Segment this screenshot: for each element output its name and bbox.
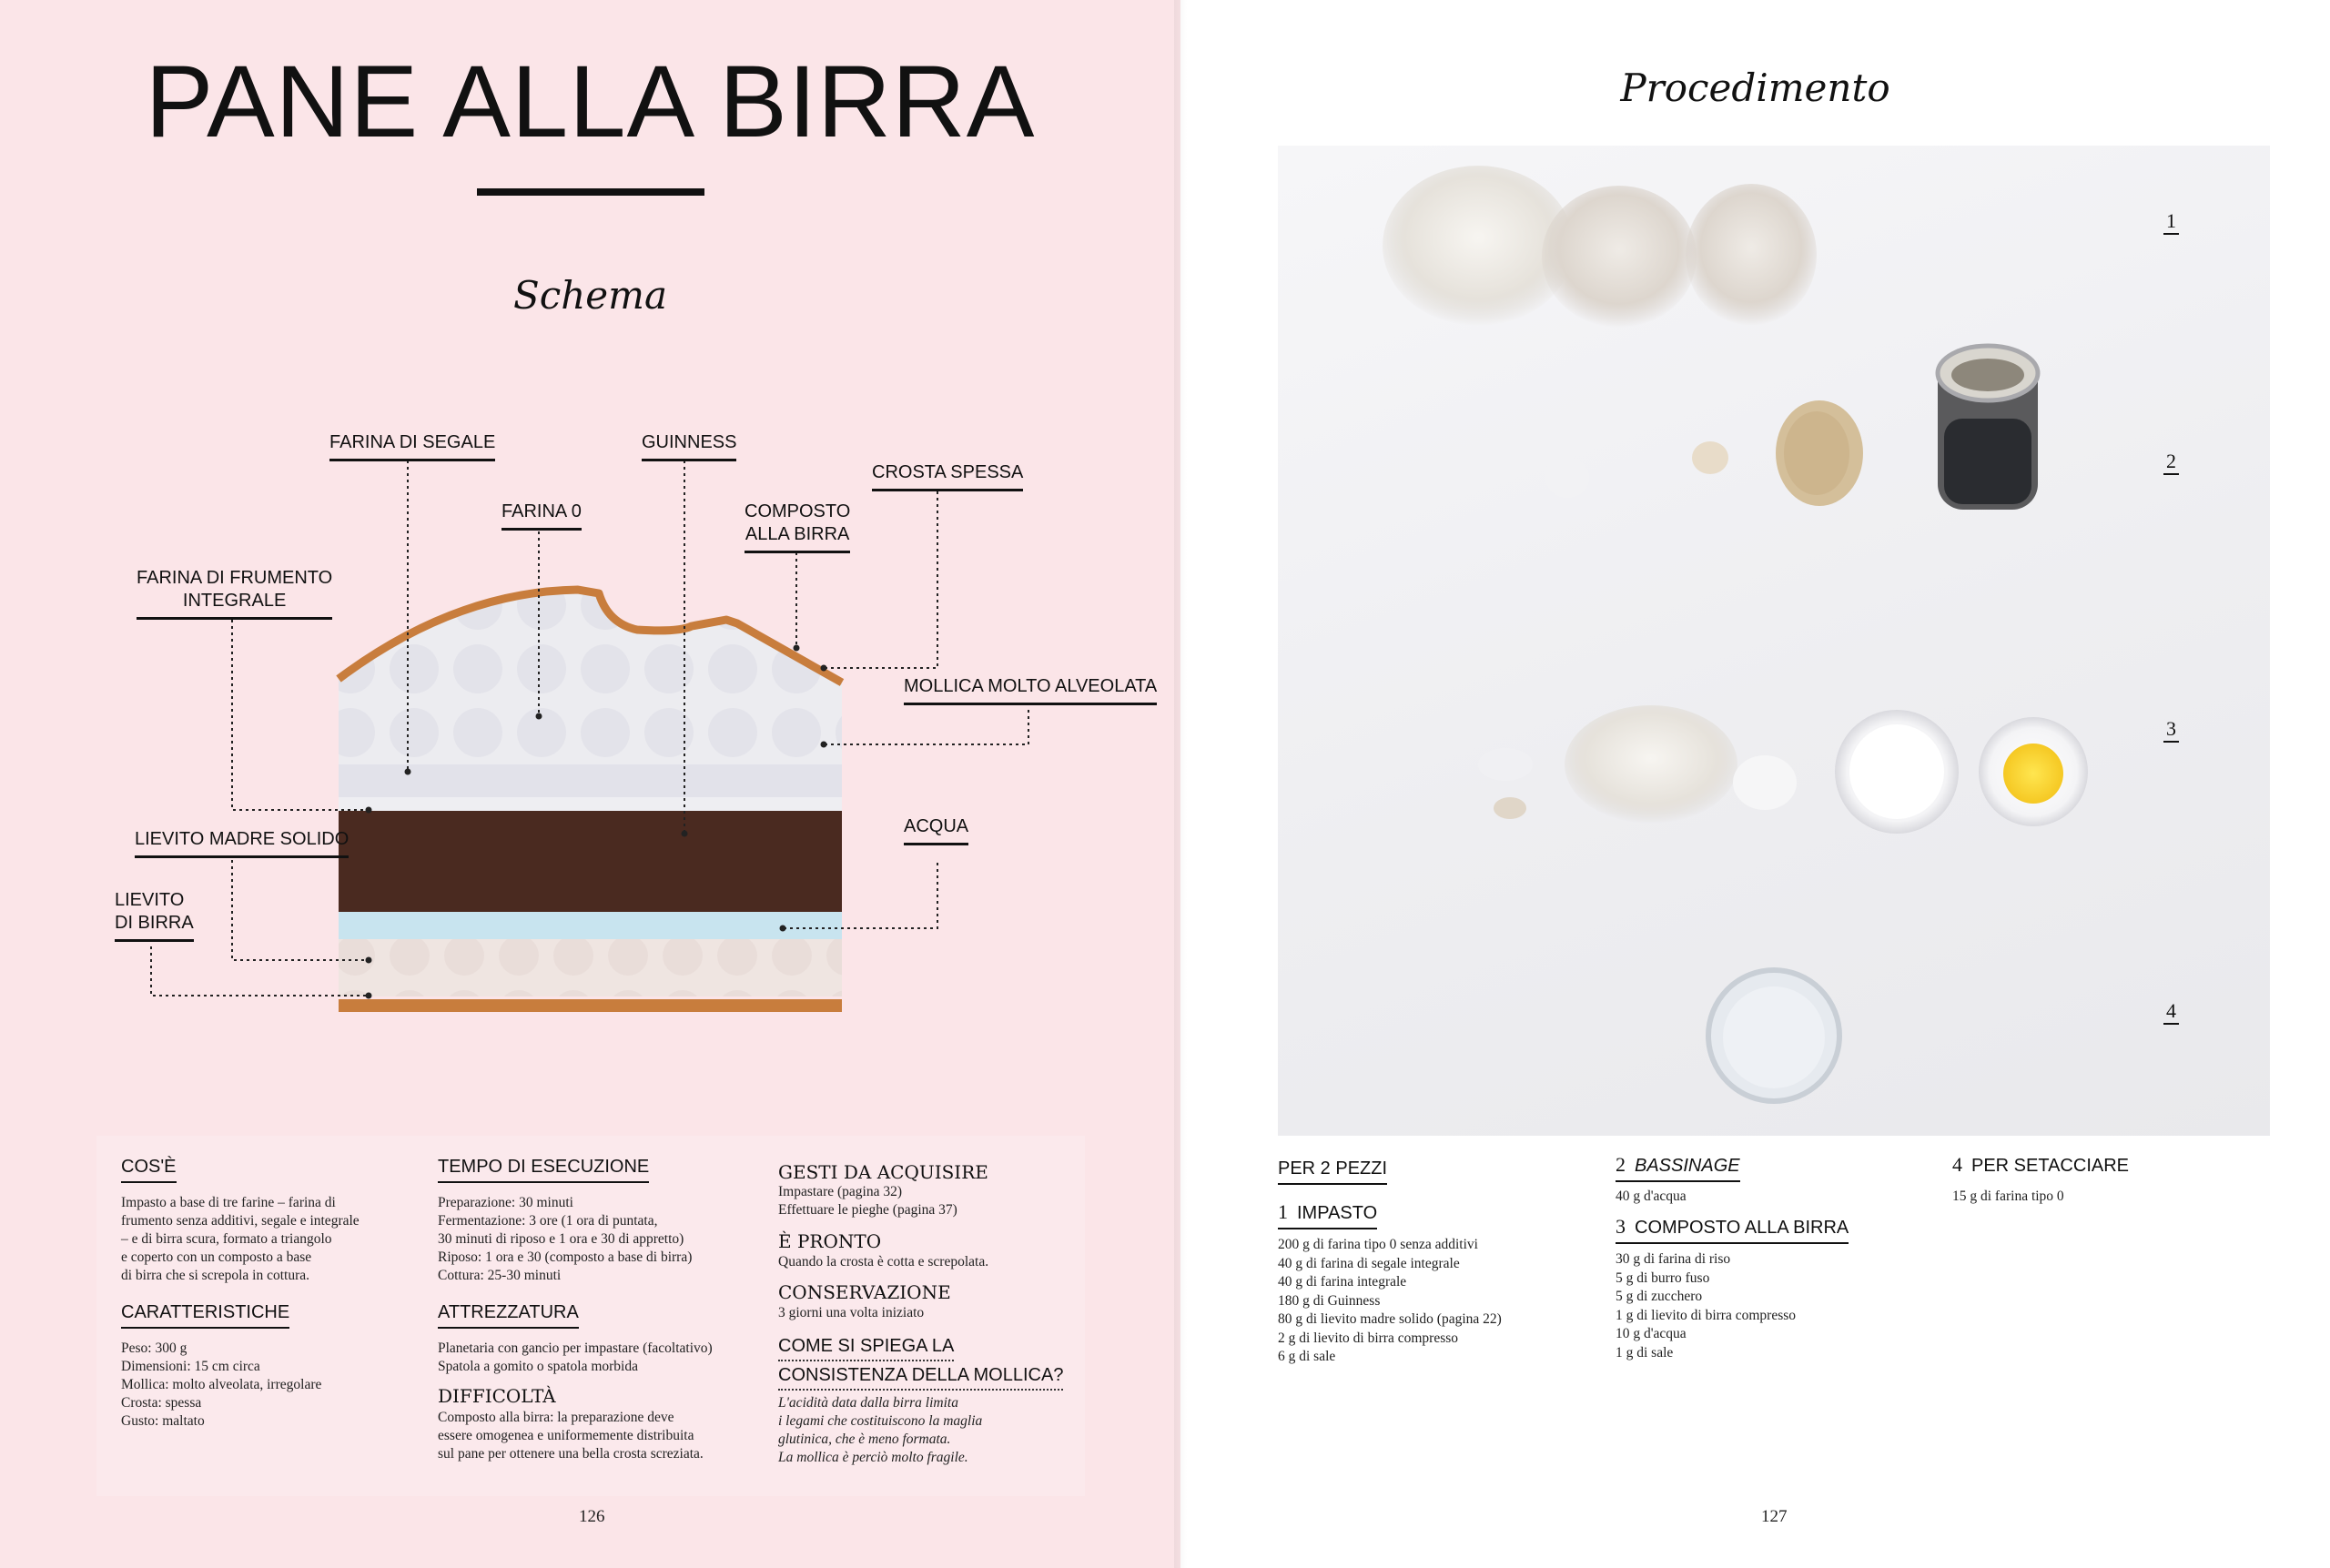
cos-e-heading: COS'È <box>121 1156 177 1183</box>
label-farina-0: FARINA 0 <box>501 501 582 531</box>
setacciare-list: 15 g di farina tipo 0 <box>1952 1189 2064 1204</box>
impasto-heading: 1 IMPASTO <box>1278 1201 1377 1229</box>
conservazione-heading: CONSERVAZIONE <box>778 1281 951 1303</box>
label-farina-frumento: FARINA DI FRUMENTO INTEGRALE <box>137 567 332 620</box>
tempo-text: Preparazione: 30 minuti Fermentazione: 3 ore (1 ora di puntata, 30 minuti di riposo e 1 ora e 30 di appretto) Riposo: 1 ora e 30 (composto a base di birra) Cottura: 25-30 minuti <box>438 1195 693 1283</box>
water-layer <box>339 912 842 939</box>
come-text: L'acidità data dalla birra limita i legami che costituiscono la maglia glutinica, che è meno formata. La mollica è perciò molto fragile. <box>778 1395 983 1465</box>
bottom-crust <box>339 999 842 1012</box>
page-number-right: 127 <box>1761 1507 1788 1526</box>
step-number-4: 4 <box>2163 1001 2179 1025</box>
label-farina-segale: FARINA DI SEGALE <box>329 431 495 461</box>
come-heading: COME SI SPIEGA LA CONSISTENZA DELLA MOLLICA? <box>778 1332 1063 1391</box>
pronto-text: Quando la crosta è cotta e screpolata. <box>778 1254 989 1270</box>
gesti-text: Impastare (pagina 32) Effettuare le pieghe (pagina 37) <box>778 1184 957 1218</box>
ingredients-illustration <box>1278 146 2270 1136</box>
label-acqua: ACQUA <box>904 815 968 845</box>
label-guinness: GUINNESS <box>642 431 736 461</box>
bassinage-list: 40 g d'acqua <box>1616 1189 1687 1204</box>
pronto-heading: È PRONTO <box>778 1230 882 1252</box>
page-title: PANE ALLA BIRRA <box>145 45 1036 158</box>
tempo-heading: TEMPO DI ESECUZIONE <box>438 1156 649 1183</box>
composto-list: 30 g di farina di riso 5 g di burro fuso 5 g di zucchero 1 g di lievito di birra compresso 10 g d'acqua 1 g di sale <box>1616 1251 1797 1361</box>
procedimento-heading: Procedimento <box>1620 66 1890 110</box>
step-number-3: 3 <box>2163 719 2179 743</box>
label-crosta-spessa: CROSTA SPESSA <box>872 461 1023 491</box>
schema-heading: Schema <box>512 273 668 318</box>
label-composto-birra: COMPOSTO ALLA BIRRA <box>745 501 850 553</box>
setacciare-heading: 4 PER SETACCIARE <box>1952 1153 2129 1176</box>
guinness-layer <box>339 811 842 912</box>
label-lievito-birra: LIEVITO DI BIRRA <box>115 889 194 942</box>
label-mollica: MOLLICA MOLTO ALVEOLATA <box>904 675 1157 705</box>
page-number-left: 126 <box>579 1507 605 1526</box>
gesti-heading: GESTI DA ACQUISIRE <box>778 1161 988 1183</box>
per-pezzi-heading: PER 2 PEZZI <box>1278 1158 1387 1185</box>
step-number-2: 2 <box>2163 451 2179 475</box>
label-lievito-madre: LIEVITO MADRE SOLIDO <box>135 828 349 858</box>
attrezzatura-text: Planetaria con gancio per impastare (facoltativo) Spatola a gomito o spatola morbida <box>438 1340 713 1374</box>
segale-layer <box>339 764 842 797</box>
conservazione-text: 3 giorni una volta iniziato <box>778 1305 925 1320</box>
impasto-list: 200 g di farina tipo 0 senza additivi 40 g di farina di segale integrale 40 g di farina integrale 180 g di Guinness 80 g di lievito madre solido (pagina 22) 2 g di lievito di birra compresso 6 g di sale <box>1278 1237 1502 1364</box>
step-number-1: 1 <box>2163 211 2179 235</box>
composto-heading: 3 COMPOSTO ALLA BIRRA <box>1616 1216 1849 1244</box>
cos-e-text: Impasto a base di tre farine – farina di frumento senza additivi, segale e integrale – e di birra scura, formato a triangolo e coperto con un composto a base di birra che si screpola in cottura. <box>121 1195 360 1283</box>
difficolta-heading: DIFFICOLTÀ <box>438 1385 556 1407</box>
caratteristiche-heading: CARATTERISTICHE <box>121 1301 289 1329</box>
attrezzatura-heading: ATTREZZATURA <box>438 1301 579 1329</box>
ingredients-photo <box>1278 146 2270 1136</box>
difficolta-text: Composto alla birra: la preparazione deve essere omogenea e uniformemente distribuita sul pane per ottenere una bella crosta screziata. <box>438 1410 704 1462</box>
caratteristiche-text: Peso: 300 g Dimensioni: 15 cm circa Mollica: molto alveolata, irregolare Crosta: spessa Gusto: maltato <box>121 1340 322 1429</box>
bassinage-heading: 2 BASSINAGE <box>1616 1154 1740 1182</box>
